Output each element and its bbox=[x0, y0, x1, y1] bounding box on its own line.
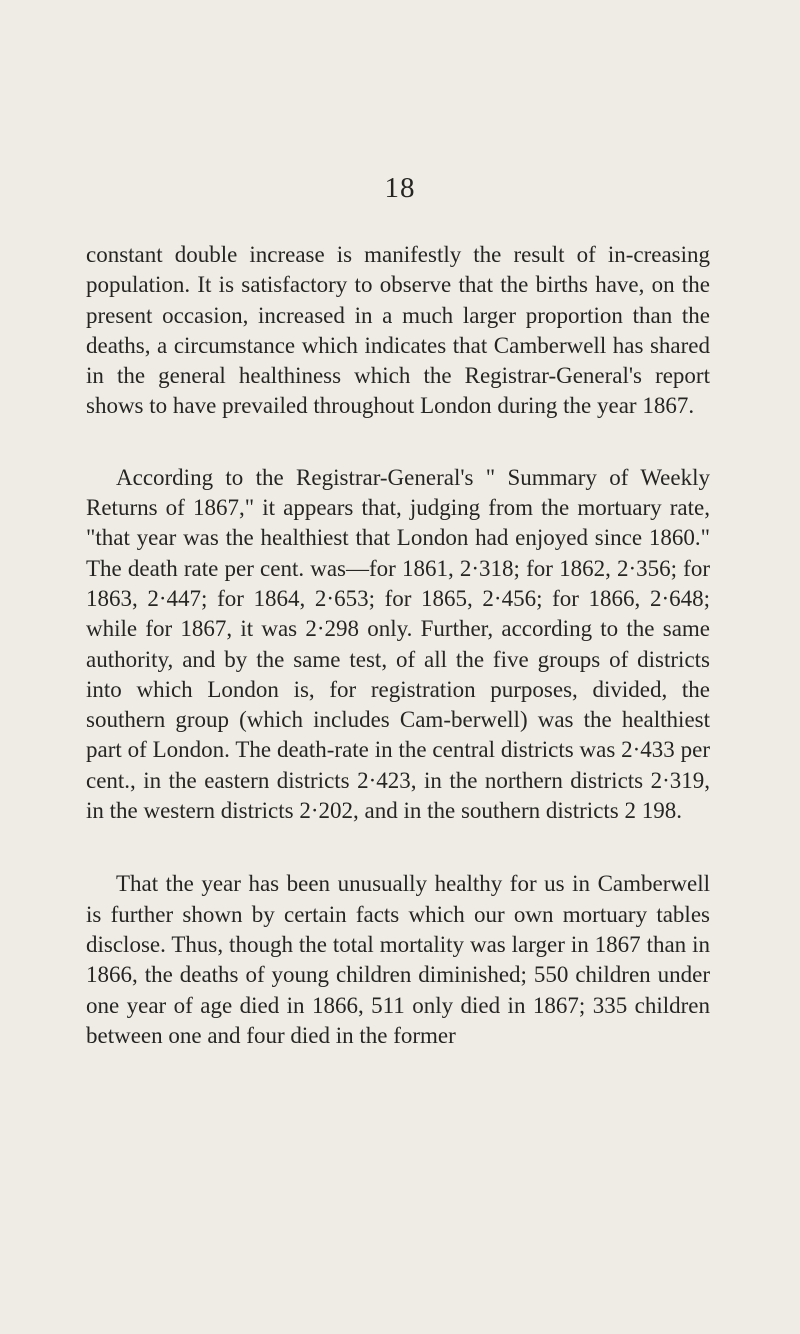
body-text bbox=[86, 240, 710, 1051]
paragraph-birth-death-increase: constant double increase is manifestly the result of in-creasing population. It is satisfactory to observe that the births have, on the present occasion, increased in a much larger proportion than the deaths, a circumstance which indicates that Camberwell has shared in the general healthiness which the Registrar-General's report shows to have prevailed throughout London during the year 1867. bbox=[86, 242, 710, 419]
paragraph-registrar-general-summary: According to the Registrar-General's " Summary of Weekly Returns of 1867," it appears that, judging from the mortuary rate, "that year was the healthiest that London had enjoyed since 1860." The death rate per cent. was—for 1861, 2·318; for 1862, 2·356; for 1863, 2·447; for 1864, 2·653; for 1865, 2·456; for 1866, 2·648; while for 1867, it was 2·298 only. Further, according to the same authority, and by the same test, of all the five groups of districts into which London is, for registration purposes, divided, the southern group (which includes Cam-berwell) was the healthiest part of London. The death-rate in the central districts was 2·433 per cent., in the eastern districts 2·423, in the northern districts 2·319, in the western districts 2·202, and in the southern districts 2 198. bbox=[86, 464, 710, 824]
paragraph-camberwell-mortuary-tables: That the year has been unusually healthy for us in Camberwell is further shown by certain facts which our own mortuary tables disclose. Thus, though the total mortality was larger in 1867 than in 1866, the deaths of young children diminished; 550 children under one year of age died in 1866, 511 only died in 1867; 335 children between one and four died in the former bbox=[86, 871, 710, 1048]
page-number: 18 bbox=[384, 172, 416, 204]
